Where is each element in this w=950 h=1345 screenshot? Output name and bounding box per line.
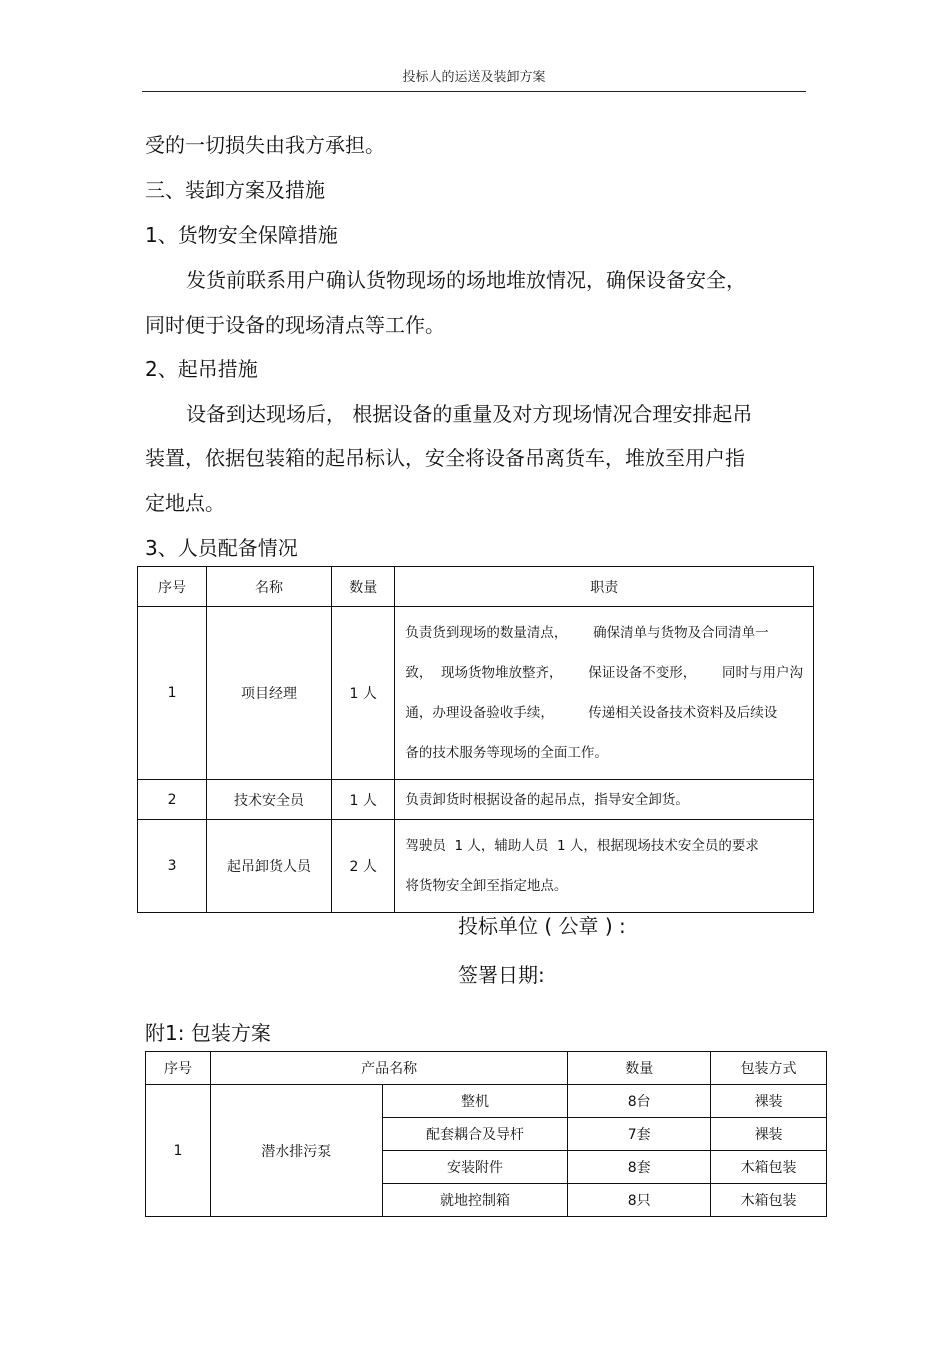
subsection-heading: 3、人员配备情况 bbox=[145, 536, 298, 560]
header-cell: 名称 bbox=[207, 567, 332, 607]
duty-line: 将货物安全卸至指定地点。 bbox=[405, 878, 568, 894]
role-name: 技术安全员 bbox=[207, 780, 332, 820]
staff-table-header-row bbox=[138, 567, 814, 607]
item-quantity: 8套 bbox=[568, 1151, 711, 1184]
item-name: 配套耦合及导杆 bbox=[382, 1118, 568, 1151]
role-name: 项目经理 bbox=[207, 607, 332, 780]
row-number: 2 bbox=[138, 780, 207, 820]
body-line: 受的一切损失由我方承担。 bbox=[145, 133, 385, 157]
section-heading: 三、装卸方案及措施 bbox=[145, 178, 325, 202]
body-line: 同时便于设备的现场清点等工作。 bbox=[145, 313, 445, 337]
duty-line: 通，办理设备验收手续， 传递相关设备技术资料及后续设 bbox=[405, 705, 778, 721]
role-quantity: 1 人 bbox=[332, 780, 395, 820]
header-cell: 数量 bbox=[332, 567, 395, 607]
item-quantity: 8只 bbox=[568, 1184, 711, 1217]
packaging-header-row bbox=[146, 1052, 827, 1085]
body-line: 发货前联系用户确认货物现场的场地堆放情况，确保设备安全， bbox=[186, 268, 746, 292]
header-cell: 包装方式 bbox=[711, 1052, 827, 1085]
role-quantity: 2 人 bbox=[332, 820, 395, 913]
packaging-table bbox=[145, 1051, 827, 1217]
table-row bbox=[138, 820, 814, 913]
role-name: 起吊卸货人员 bbox=[207, 820, 332, 913]
staff-table bbox=[137, 566, 814, 913]
role-duty bbox=[395, 820, 814, 913]
page-header-title: 投标人的运送及装卸方案 bbox=[402, 70, 546, 85]
item-quantity: 8台 bbox=[568, 1085, 711, 1118]
duty-line: 致， 现场货物堆放整齐， 保证设备不变形， 同时与用户沟 bbox=[405, 665, 803, 681]
header-cell: 职责 bbox=[395, 567, 814, 607]
row-number: 1 bbox=[138, 607, 207, 780]
item-packaging: 裸装 bbox=[711, 1085, 827, 1118]
group-number: 1 bbox=[146, 1085, 211, 1217]
bidder-seal-label: 投标单位 ( 公章 ) : bbox=[458, 914, 626, 938]
item-packaging: 木箱包装 bbox=[711, 1151, 827, 1184]
role-duty bbox=[395, 780, 814, 820]
role-duty bbox=[395, 607, 814, 780]
item-name: 就地控制箱 bbox=[382, 1184, 568, 1217]
header-cell: 产品名称 bbox=[210, 1052, 567, 1085]
item-name: 整机 bbox=[382, 1085, 568, 1118]
signing-date-label: 签署日期: bbox=[458, 963, 545, 987]
header-rule bbox=[142, 91, 806, 92]
header-cell: 序号 bbox=[138, 567, 207, 607]
item-name: 安装附件 bbox=[382, 1151, 568, 1184]
item-packaging: 木箱包装 bbox=[711, 1184, 827, 1217]
body-line: 装置，依据包装箱的起吊标认，安全将设备吊离货车，堆放至用户指 bbox=[145, 446, 745, 470]
subsection-heading: 1、货物安全保障措施 bbox=[145, 223, 338, 247]
duty-line: 驾驶员 1 人，辅助人员 1 人，根据现场技术安全员的要求 bbox=[405, 838, 759, 854]
table-row bbox=[138, 607, 814, 780]
body-line: 设备到达现场后， 根据设备的重量及对方现场情况合理安排起吊 bbox=[186, 402, 753, 426]
duty-line: 备的技术服务等现场的全面工作。 bbox=[405, 745, 608, 761]
duty-line: 负责货到现场的数量清点， 确保清单与货物及合同清单一 bbox=[405, 625, 769, 641]
role-quantity: 1 人 bbox=[332, 607, 395, 780]
body-line: 定地点。 bbox=[145, 491, 225, 515]
subsection-heading: 2、起吊措施 bbox=[145, 357, 258, 381]
appendix-title: 附1: 包装方案 bbox=[145, 1021, 271, 1045]
table-row bbox=[138, 780, 814, 820]
item-quantity: 7套 bbox=[568, 1118, 711, 1151]
header-cell: 序号 bbox=[146, 1052, 211, 1085]
table-row bbox=[146, 1085, 827, 1118]
header-cell: 数量 bbox=[568, 1052, 711, 1085]
item-packaging: 裸装 bbox=[711, 1118, 827, 1151]
group-product: 潜水排污泵 bbox=[210, 1085, 382, 1217]
duty-line: 负责卸货时根据设备的起吊点，指导安全卸货。 bbox=[405, 791, 689, 808]
row-number: 3 bbox=[138, 820, 207, 913]
